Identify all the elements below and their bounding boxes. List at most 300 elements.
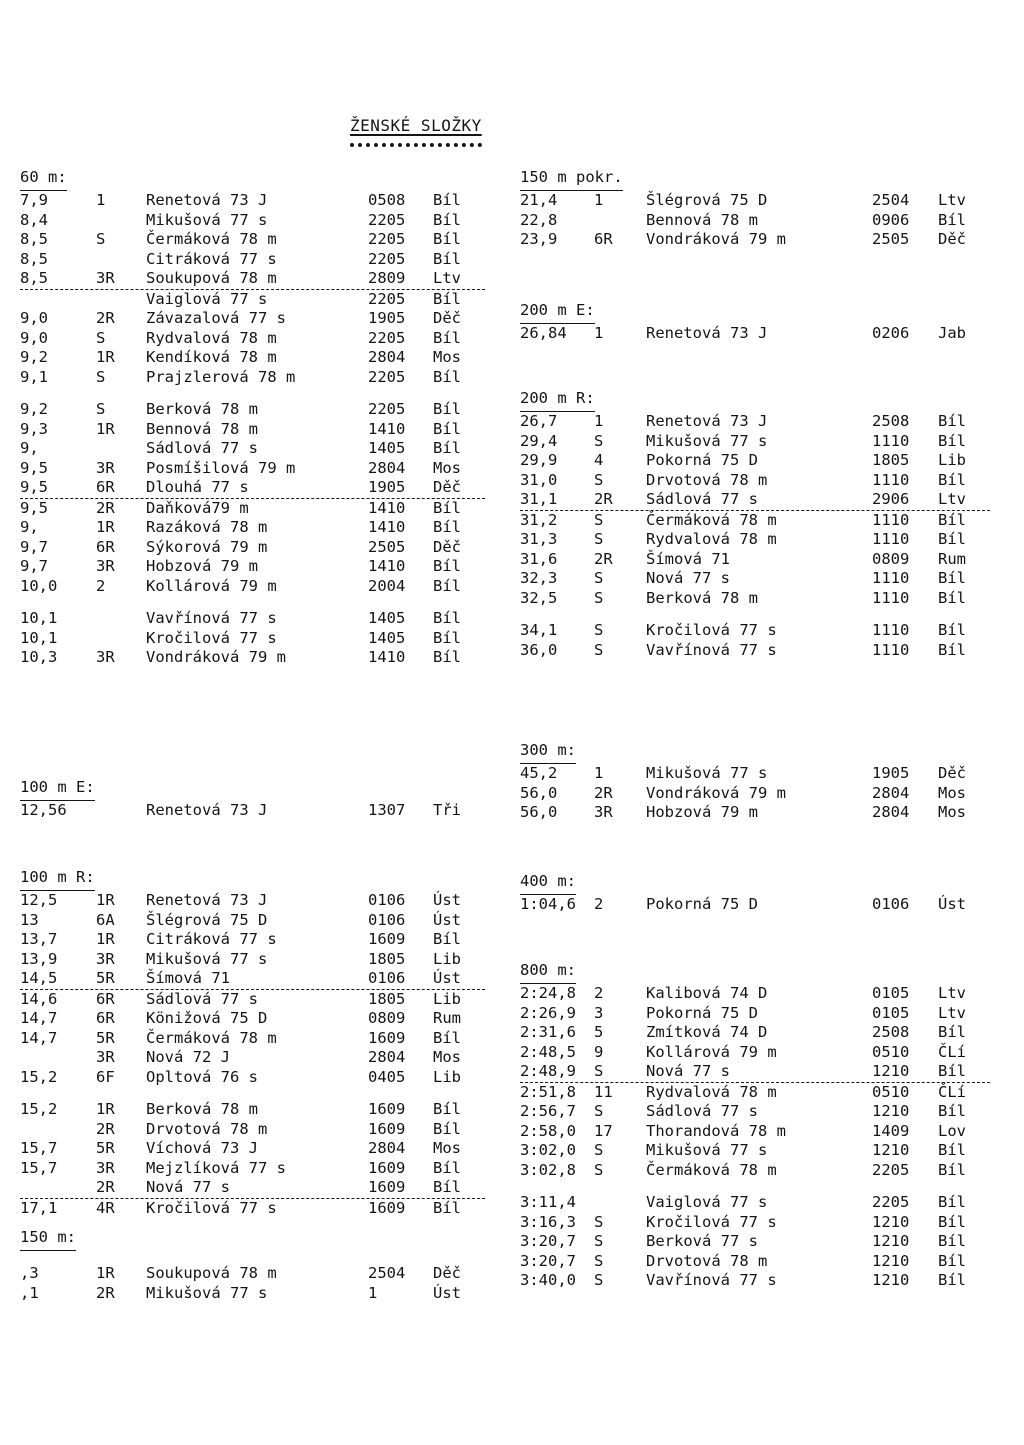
result-place: 1R <box>96 891 115 909</box>
result-club: Úst <box>433 891 461 909</box>
result-time: 2:58,0 <box>520 1121 576 1140</box>
result-time: 9,2 <box>20 400 48 418</box>
result-place: 6A <box>96 910 115 929</box>
result-name: Soukupová 78 m <box>146 1264 277 1282</box>
result-name: Renetová 73 J <box>146 891 268 909</box>
section-400-m <box>520 874 990 915</box>
result-name: Bennová 78 m <box>146 419 258 438</box>
section-150-m-pokr <box>520 170 990 250</box>
result-time: 2:31,6 <box>520 1023 576 1041</box>
result-date: 0105 <box>872 1003 910 1022</box>
result-date: 1805 <box>368 989 406 1008</box>
result-row <box>520 621 990 641</box>
result-name: Drvotová 78 m <box>646 470 768 489</box>
result-club: Lov <box>938 1121 966 1140</box>
result-time: 31,6 <box>520 549 558 568</box>
result-row <box>20 538 485 558</box>
section-300-m <box>520 743 990 823</box>
result-club: Bíl <box>433 1158 461 1177</box>
result-row <box>520 1004 990 1024</box>
result-time: 15,7 <box>20 1139 58 1157</box>
result-date: 0510 <box>872 1082 910 1101</box>
result-club: Jab <box>938 324 966 342</box>
result-name: Posmíšilová 79 m <box>146 458 296 477</box>
result-row <box>520 1062 990 1083</box>
result-club: Bíl <box>433 930 461 948</box>
result-place: S <box>594 1271 604 1289</box>
result-place: 6R <box>594 230 613 248</box>
result-date: 0508 <box>368 191 406 209</box>
result-club: Bíl <box>938 1023 966 1041</box>
result-row <box>520 1232 990 1252</box>
result-time: 26,84 <box>520 324 567 342</box>
result-club: Bíl <box>938 1141 966 1159</box>
result-row <box>20 969 485 990</box>
result-time: 56,0 <box>520 783 558 802</box>
result-row <box>20 1029 485 1049</box>
result-club: Bíl <box>938 1212 966 1231</box>
result-place: 1R <box>96 518 115 536</box>
result-name: Vavřínová 77 s <box>646 1271 777 1289</box>
result-name: Könižová 75 D <box>146 1009 268 1027</box>
section-60-m <box>20 170 485 668</box>
section-100-m-r <box>20 870 485 1218</box>
result-club: Mos <box>938 783 966 802</box>
result-date: 1609 <box>368 1119 406 1138</box>
result-row <box>520 569 990 589</box>
result-club: Bíl <box>433 1100 461 1118</box>
result-name: Renetová 73 J <box>646 324 768 342</box>
result-place: 2 <box>594 895 604 913</box>
result-row <box>20 911 485 931</box>
result-row <box>20 309 485 329</box>
result-name: Vondráková 79 m <box>146 648 286 666</box>
result-time: 8,5 <box>20 249 48 268</box>
result-name: Vavřínová 77 s <box>646 640 777 659</box>
result-place: 6R <box>96 989 115 1008</box>
result-place: 5R <box>96 969 115 987</box>
result-club: Ltv <box>938 1003 966 1022</box>
result-date: 2804 <box>872 803 910 821</box>
result-club: Bíl <box>433 400 461 418</box>
result-name: Čermáková 78 m <box>146 1028 277 1047</box>
result-date: 1210 <box>872 1271 910 1289</box>
result-place: 3R <box>96 949 115 968</box>
result-time: 9,7 <box>20 557 48 575</box>
result-time: 14,5 <box>20 969 58 987</box>
result-date: 2205 <box>368 400 406 418</box>
result-name: Dlouhá 77 s <box>146 478 249 496</box>
result-place: S <box>594 569 604 587</box>
section-800-m <box>520 963 990 1291</box>
result-place: 2R <box>96 309 115 327</box>
result-row <box>20 1009 485 1029</box>
result-date: 2205 <box>872 1193 910 1211</box>
result-club: Děč <box>433 1264 461 1282</box>
result-place: 3R <box>96 269 115 287</box>
result-time: ,1 <box>20 1283 39 1302</box>
result-time: 15,2 <box>20 1067 58 1086</box>
result-name: Thorandová 78 m <box>646 1121 786 1140</box>
result-name: Hobzová 79 m <box>646 803 758 821</box>
result-club: Ltv <box>433 269 461 287</box>
result-place: 17 <box>594 1121 613 1140</box>
result-row <box>20 1139 485 1159</box>
result-date: 0510 <box>872 1042 910 1061</box>
result-row <box>520 1213 990 1233</box>
result-club: Mos <box>433 458 461 477</box>
result-row <box>520 490 990 511</box>
result-date: 1905 <box>872 764 910 782</box>
result-time: 14,7 <box>20 1009 58 1027</box>
result-place: S <box>594 621 604 639</box>
result-date: 2505 <box>368 537 406 556</box>
result-place: 3R <box>96 648 115 666</box>
result-date: 1609 <box>368 930 406 948</box>
result-date: 1410 <box>368 557 406 575</box>
result-time: 3:16,3 <box>520 1212 576 1231</box>
result-place: 5 <box>594 1023 604 1041</box>
result-time: 9,7 <box>20 537 48 556</box>
result-place: 3R <box>96 1048 115 1066</box>
result-row <box>520 511 990 531</box>
result-row <box>520 451 990 471</box>
result-date: 1410 <box>368 419 406 438</box>
section-heading: 400 m: <box>520 874 576 895</box>
result-time: 31,3 <box>520 530 558 548</box>
section-100-m-e <box>20 780 485 821</box>
result-name: Daňková79 m <box>146 498 249 517</box>
result-date: 1110 <box>872 530 910 548</box>
result-date: 1609 <box>368 1100 406 1118</box>
result-name: Kendíková 78 m <box>146 348 277 366</box>
result-club: Bíl <box>938 621 966 639</box>
result-time: 7,9 <box>20 191 48 209</box>
result-club: Bíl <box>433 419 461 438</box>
result-club: Bíl <box>938 640 966 659</box>
result-date: 1405 <box>368 628 406 647</box>
result-club: Ltv <box>938 490 966 508</box>
result-date: 2508 <box>872 1023 910 1041</box>
result-time: 3:40,0 <box>520 1271 576 1289</box>
result-row <box>520 471 990 491</box>
result-name: Renetová 73 J <box>146 801 268 819</box>
result-date: 1210 <box>872 1141 910 1159</box>
result-club: Ltv <box>938 984 966 1002</box>
result-club: Bíl <box>433 648 461 666</box>
result-place: 3R <box>594 803 613 821</box>
result-row <box>520 784 990 804</box>
result-time: 23,9 <box>520 230 558 248</box>
result-name: Rydvalová 78 m <box>146 328 277 347</box>
result-club: Ltv <box>938 191 966 209</box>
result-club: Děč <box>938 764 966 782</box>
result-date: 1 <box>368 1283 378 1302</box>
section-heading: 100 m E: <box>20 780 95 801</box>
result-row <box>520 1193 990 1213</box>
result-club: Bíl <box>433 576 461 595</box>
result-date: 2508 <box>872 412 910 430</box>
result-time: 10,1 <box>20 609 58 627</box>
result-date: 1110 <box>872 569 910 587</box>
result-place: S <box>594 470 604 489</box>
result-time: 3:11,4 <box>520 1193 576 1211</box>
result-name: Renetová 73 J <box>646 412 768 430</box>
result-club: Bíl <box>938 510 966 529</box>
result-name: Rydvalová 78 m <box>646 530 777 548</box>
result-time: 3:20,7 <box>520 1251 576 1270</box>
result-name: Citráková 77 s <box>146 930 277 948</box>
result-date: 1110 <box>872 431 910 450</box>
result-time: 31,0 <box>520 470 558 489</box>
result-place: 5R <box>96 1028 115 1047</box>
result-name: Kalibová 74 D <box>646 984 768 1002</box>
result-row <box>20 1159 485 1179</box>
result-club: Úst <box>433 969 461 987</box>
result-club: Lib <box>433 949 461 968</box>
result-time: 9,5 <box>20 458 48 477</box>
result-date: 2205 <box>368 230 406 248</box>
result-row <box>520 895 990 915</box>
result-name: Sýkorová 79 m <box>146 537 268 556</box>
result-time: 34,1 <box>520 621 558 639</box>
section-heading: 100 m R: <box>20 870 95 891</box>
result-date: 2205 <box>368 210 406 229</box>
result-row <box>20 1120 485 1140</box>
result-date: 1905 <box>368 309 406 327</box>
result-place: 2R <box>96 1119 115 1138</box>
result-time: 1:04,6 <box>520 895 576 913</box>
result-place: 11 <box>594 1082 613 1101</box>
result-date: 1110 <box>872 621 910 639</box>
result-place: S <box>594 510 604 529</box>
result-place: S <box>594 640 604 659</box>
result-place: 9 <box>594 1042 604 1061</box>
result-row <box>520 1043 990 1063</box>
result-name: Drvotová 78 m <box>646 1251 768 1270</box>
result-name: Citráková 77 s <box>146 249 277 268</box>
result-club: Úst <box>938 895 966 913</box>
result-time: ,3 <box>20 1264 39 1282</box>
result-date: 2205 <box>368 289 406 308</box>
result-time: 12,5 <box>20 891 58 909</box>
result-date: 1210 <box>872 1251 910 1270</box>
section-150-m <box>20 1230 485 1303</box>
result-club: Bíl <box>938 210 966 229</box>
result-place: 2 <box>96 576 106 595</box>
result-club: Tři <box>433 801 461 819</box>
result-club: Bíl <box>433 518 461 536</box>
result-row <box>20 478 485 499</box>
page-title: ŽENSKÉ SLOŽKY <box>350 116 482 135</box>
result-club: Bíl <box>433 439 461 457</box>
result-club: Bíl <box>938 569 966 587</box>
result-row <box>520 764 990 784</box>
result-date: 2505 <box>872 230 910 248</box>
result-name: Čermáková 78 m <box>146 230 277 248</box>
result-row <box>20 1068 485 1088</box>
result-name: Kollárová 79 m <box>646 1042 777 1061</box>
result-club: Bíl <box>433 1119 461 1138</box>
result-club: Bíl <box>433 249 461 268</box>
result-row <box>20 577 485 597</box>
result-name: Nová 72 J <box>146 1048 230 1066</box>
result-time: 15,7 <box>20 1158 58 1177</box>
result-club: Bíl <box>433 557 461 575</box>
section-heading: 300 m: <box>520 743 576 764</box>
result-date: 2205 <box>368 367 406 386</box>
result-place: 2R <box>594 490 613 508</box>
row-gap <box>20 1251 485 1264</box>
result-name: Berková 78 m <box>646 588 758 607</box>
result-club: Bíl <box>938 1102 966 1120</box>
result-row <box>20 557 485 577</box>
result-club: Bíl <box>433 1198 461 1217</box>
result-date: 0906 <box>872 210 910 229</box>
result-time: 2:56,7 <box>520 1102 576 1120</box>
result-date: 1307 <box>368 801 406 819</box>
result-time: 9,5 <box>20 478 48 496</box>
result-club: ČLí <box>938 1082 966 1101</box>
result-club: Bíl <box>433 628 461 647</box>
result-date: 2205 <box>368 328 406 347</box>
result-name: Vavřínová 77 s <box>146 609 277 627</box>
result-name: Kročilová 77 s <box>146 1198 277 1217</box>
result-place: S <box>594 1141 604 1159</box>
result-time: 9, <box>20 518 39 536</box>
result-row <box>20 191 485 211</box>
result-date: 1609 <box>368 1178 406 1196</box>
result-row <box>520 1141 990 1161</box>
result-date: 2804 <box>368 348 406 366</box>
result-time: 21,4 <box>520 191 558 209</box>
result-time: 9,0 <box>20 309 48 327</box>
result-date: 0106 <box>872 895 910 913</box>
result-row <box>520 589 990 609</box>
result-club: Lib <box>433 989 461 1008</box>
result-date: 1210 <box>872 1232 910 1250</box>
result-place: S <box>594 1062 604 1080</box>
result-name: Sádlová 77 s <box>146 989 258 1008</box>
result-club: Bíl <box>938 530 966 548</box>
result-place: S <box>96 328 106 347</box>
result-time: 9,5 <box>20 498 48 517</box>
result-time: 13,9 <box>20 949 58 968</box>
result-time: 17,1 <box>20 1198 58 1217</box>
result-date: 0809 <box>368 1009 406 1027</box>
result-club: Bíl <box>433 1028 461 1047</box>
result-row <box>20 629 485 649</box>
result-place: S <box>594 1251 604 1270</box>
result-place: 1R <box>96 930 115 948</box>
result-club: Rum <box>433 1009 461 1027</box>
result-row <box>520 1161 990 1181</box>
result-time: 9, <box>20 439 39 457</box>
result-name: Mejzlíková 77 s <box>146 1158 286 1177</box>
result-club: Bíl <box>938 1251 966 1270</box>
result-club: Bíl <box>938 431 966 450</box>
result-name: Šímová 71 <box>646 549 730 568</box>
result-date: 1609 <box>368 1158 406 1177</box>
result-place: 1 <box>594 324 604 342</box>
result-club: Úst <box>433 1283 461 1302</box>
result-club: Bíl <box>433 230 461 248</box>
result-name: Berková 78 m <box>146 400 258 418</box>
result-row <box>20 801 485 821</box>
result-time: 8,4 <box>20 210 48 229</box>
result-club: Bíl <box>433 210 461 229</box>
result-club: Bíl <box>433 609 461 627</box>
result-club: Bíl <box>938 588 966 607</box>
result-name: Závazalová 77 s <box>146 309 286 327</box>
result-time: 15,2 <box>20 1100 58 1118</box>
result-time: 56,0 <box>520 803 558 821</box>
result-time: 2:48,9 <box>520 1062 576 1080</box>
result-time: 8,5 <box>20 269 48 287</box>
result-name: Prajzlerová 78 m <box>146 367 296 386</box>
result-name: Mikušová 77 s <box>146 949 268 968</box>
result-time: 32,3 <box>520 569 558 587</box>
result-row <box>520 1023 990 1043</box>
result-club: Bíl <box>433 498 461 517</box>
result-time: 29,9 <box>520 451 558 469</box>
result-row <box>20 290 485 310</box>
result-place: 3R <box>96 557 115 575</box>
result-date: 0105 <box>872 984 910 1002</box>
result-place: 2R <box>594 783 613 802</box>
result-row <box>20 329 485 349</box>
result-time: 9,2 <box>20 348 48 366</box>
result-club: Mos <box>433 348 461 366</box>
result-place: S <box>594 588 604 607</box>
result-time: 8,5 <box>20 230 48 248</box>
result-name: Razáková 78 m <box>146 518 268 536</box>
result-time: 9,3 <box>20 419 48 438</box>
result-place: S <box>96 230 106 248</box>
result-place: 2R <box>96 1178 115 1196</box>
result-date: 2205 <box>368 249 406 268</box>
result-time: 13,7 <box>20 930 58 948</box>
result-row <box>20 648 485 668</box>
result-club: ČLí <box>938 1042 966 1061</box>
result-place: 1 <box>96 191 106 209</box>
result-name: Berková 78 m <box>146 1100 258 1118</box>
section-heading: 150 m: <box>20 1230 76 1251</box>
result-place: 6R <box>96 537 115 556</box>
result-time: 31,2 <box>520 510 558 529</box>
result-time: 45,2 <box>520 764 558 782</box>
result-name: Mikušová 77 s <box>646 431 768 450</box>
result-date: 1410 <box>368 648 406 666</box>
result-place: 1R <box>96 1100 115 1118</box>
section-heading: 800 m: <box>520 963 576 984</box>
result-place: 4 <box>594 451 604 469</box>
result-date: 0405 <box>368 1067 406 1086</box>
result-place: 1R <box>96 419 115 438</box>
result-name: Nová 77 s <box>146 1178 230 1196</box>
result-club: Rum <box>938 549 966 568</box>
result-time: 12,56 <box>20 801 67 819</box>
result-time: 22,8 <box>520 210 558 229</box>
result-row <box>520 803 990 823</box>
section-heading: 200 m E: <box>520 303 595 324</box>
section-200-m-r <box>520 391 990 660</box>
result-place: S <box>594 1160 604 1179</box>
result-place: 1R <box>96 1264 115 1282</box>
result-row <box>20 1178 485 1199</box>
result-date: 0106 <box>368 891 406 909</box>
result-place: 6F <box>96 1067 115 1086</box>
